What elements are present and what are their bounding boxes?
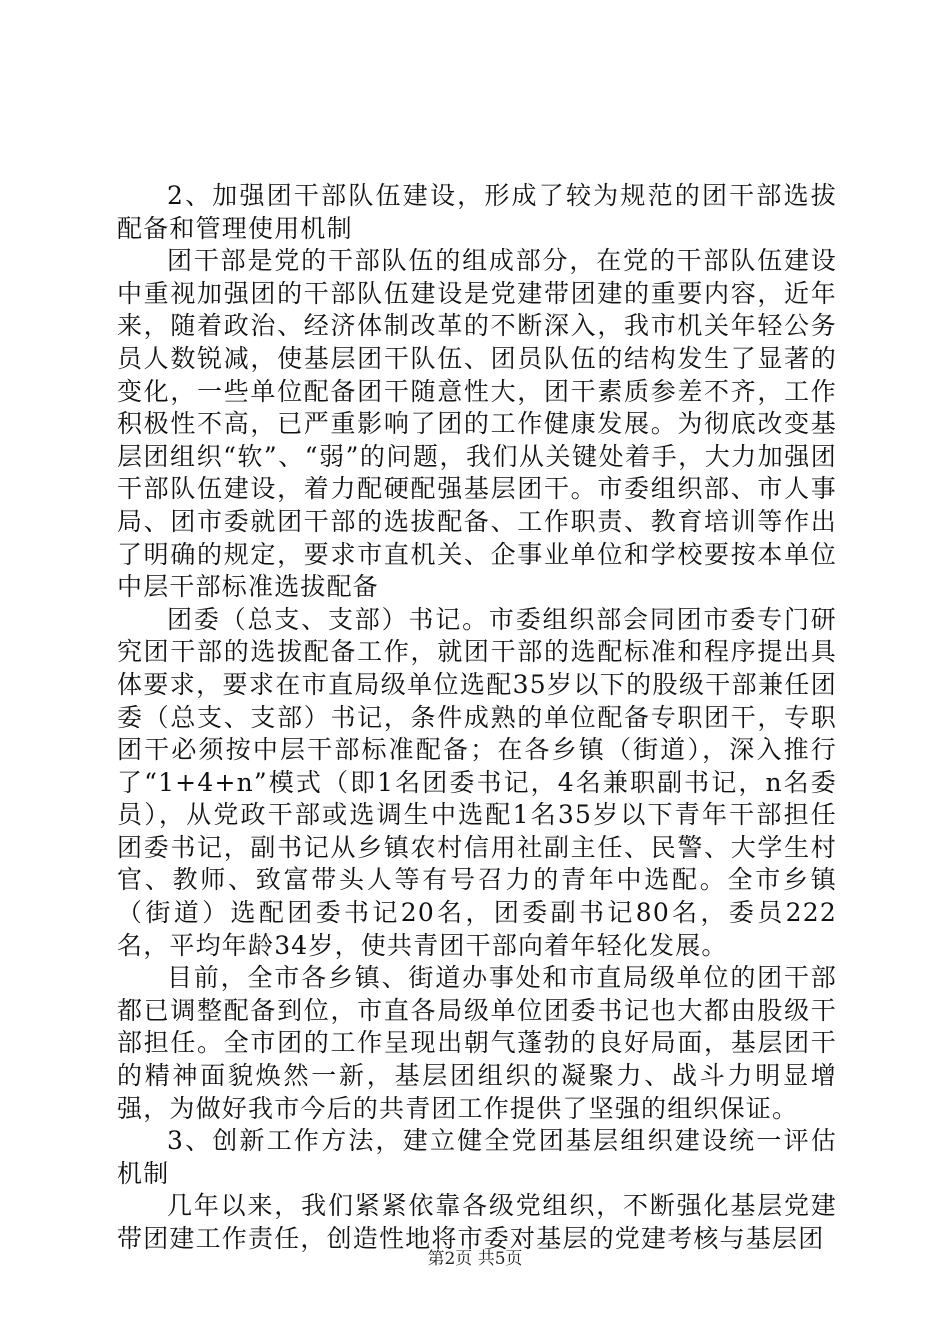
document-body: [117, 180, 837, 1256]
section-heading-3: 3、创新工作方法，建立健全党团基层组织建设统一评估机制: [117, 1126, 837, 1188]
body-paragraph: 目前，全市各乡镇、街道办事处和市直局级单位的团干部都已调整配备到位，市直各局级单位团委书记也大都由股级干部担任。全市团的工作呈现出朝气蓬勃的良好局面，基层团干的精神面貌焕然一新，基层团组织的凝聚力、战斗力明显增强，为做好我市今后的共青团工作提供了坚强的组织保证。: [117, 963, 837, 1123]
body-paragraph: 几年以来，我们紧紧依靠各级党组织，不断强化基层党建带团建工作责任，创造性地将市委对基层的党建考核与基层团: [117, 1191, 837, 1253]
body-paragraph: 团委（总支、支部）书记。市委组织部会同团市委专门研究团干部的选拔配备工作，就团干部的选配标准和程序提出具体要求，要求在市直局级单位选配35岁以下的股级干部兼任团委（总支、支部）书记，条件成熟的单位配备专职团干，专职团干必须按中层干部标准配备；在各乡镇（街道），深入推行了“1+4+n”模式（即1名团委书记，4名兼职副书记，n名委员），从党政干部或选调生中选配1名35岁以下青年干部担任团委书记，副书记从乡镇农村信用社副主任、民警、大学生村官、教师、致富带头人等有号召力的青年中选配。全市乡镇（街道）选配团委书记20名，团委副书记80名，委员222名，平均年龄34岁，使共青团干部向着年轻化发展。: [117, 604, 837, 960]
body-paragraph: 团干部是党的干部队伍的组成部分，在党的干部队伍建设中重视加强团的干部队伍建设是党建带团建的重要内容，近年来，随着政治、经济体制改革的不断深入，我市机关年轻公务员人数锐减，使基层团干队伍、团员队伍的结构发生了显著的变化，一些单位配备团干随意性大，团干素质参差不齐，工作积极性不高，已严重影响了团的工作健康发展。为彻底改变基层团组织“软”、“弱”的问题，我们从关键处着手，大力加强团干部队伍建设，着力配硬配强基层团干。市委组织部、市人事局、团市委就团干部的选拔配备、工作职责、教育培训等作出了明确的规定，要求市直机关、企事业单位和学校要按本单位中层干部标准选拔配备: [117, 246, 837, 602]
page-number-footer: 第2页 共5页: [427, 1249, 523, 1269]
section-heading-2: 2、加强团干部队伍建设，形成了较为规范的团干部选拔配备和管理使用机制: [117, 181, 837, 243]
